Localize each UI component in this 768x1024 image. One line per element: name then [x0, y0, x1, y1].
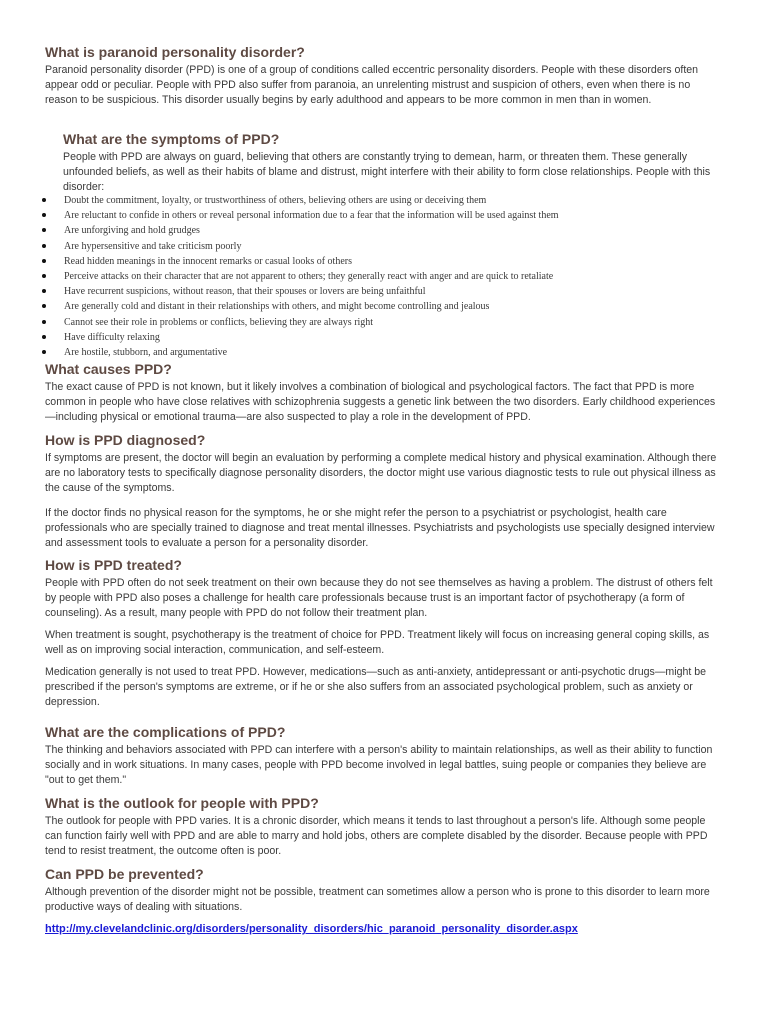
outlook-paragraph: The outlook for people with PPD varies. It is a chronic disorder, which means it tends to last throughout a person's life. Although some people can function fairly well with PPD and are able to marry and hold jobs, others are complete disabled by the disorder. Because people with PPD tend to resist treatment, the outcome often is poor. [45, 815, 708, 857]
section-diagnosed [45, 432, 725, 551]
diagnosed-paragraph-1: If symptoms are present, the doctor will begin an evaluation by performing a complete medical history and physical examination. Although there are no laboratory tests to specifically diagnose personality disorders, the doctor might use various diagnostic tests to rule out physical illness as the cause of the symptoms. [45, 452, 717, 494]
intro-paragraph: Paranoid personality disorder (PPD) is one of a group of conditions called eccentric personality disorders. People with these disorders often appear odd or peculiar. People with PPD also suffer from paranoia, an unrelenting mistrust and suspicion of others, even when there is no reason to be suspicious. This disorder usually begins by early adulthood and appears to be more common in men than in women. [45, 64, 699, 106]
treated-paragraph-1: People with PPD often do not seek treatment on their own because they do not see themselves as having a problem. The distrust of others felt by people with PPD also poses a challenge for health care professionals because trust is an important factor of psychotherapy (a form of counseling). As a result, many people with PPD do not follow their treatment plan. [45, 577, 713, 619]
heading-what-is-ppd: What is paranoid personality disorder? [45, 44, 305, 60]
list-item: Are hypersensitive and take criticism poorly [40, 239, 740, 254]
list-item: Cannot see their role in problems or conflicts, believing they are always right [40, 315, 740, 330]
list-item: Doubt the commitment, loyalty, or trustworthiness of others, believing others are using or deceiving them [40, 193, 740, 208]
heading-causes: What causes PPD? [45, 361, 172, 377]
section-intro [45, 44, 725, 108]
list-item: Have recurrent suspicions, without reason, that their spouses or lovers are being unfaithful [40, 284, 740, 299]
complications-paragraph: The thinking and behaviors associated with PPD can interfere with a person's ability to maintain relationships, as well as their ability to function socially and in work situations. In many cases, people with PPD become involved in legal battles, suing people or companies they believe are "out to get them." [45, 744, 713, 786]
heading-prevented: Can PPD be prevented? [45, 866, 204, 882]
section-treated [45, 557, 725, 710]
prevented-paragraph: Although prevention of the disorder might not be possible, treatment can sometimes allow a person who is prone to this disorder to learn more productive ways of dealing with situations. [45, 886, 710, 913]
heading-treated: How is PPD treated? [45, 557, 182, 573]
section-prevented [45, 866, 725, 915]
heading-diagnosed: How is PPD diagnosed? [45, 432, 206, 448]
treated-paragraph-3: Medication generally is not used to treat PPD. However, medications—such as anti-anxiety, antidepressant or anti-psychotic drugs—might be prescribed if the person's symptoms are extreme, or if he or she also suffers from an associated psychological problem, such as anxiety or depression. [45, 666, 707, 708]
list-item: Are unforgiving and hold grudges [40, 223, 740, 238]
source-link[interactable]: http://my.clevelandclinic.org/disorders/personality_disorders/hic_paranoid_personality_disorder.aspx [45, 923, 578, 935]
list-item: Have difficulty relaxing [40, 330, 740, 345]
section-symptoms [63, 131, 725, 195]
symptoms-list [40, 193, 740, 360]
section-complications [45, 724, 725, 788]
treated-paragraph-2: When treatment is sought, psychotherapy is the treatment of choice for PPD. Treatment likely will focus on increasing general coping skills, as well as on improving social interaction, communication, and self-esteem. [45, 629, 710, 656]
list-item: Read hidden meanings in the innocent remarks or casual looks of others [40, 254, 740, 269]
section-causes [45, 361, 725, 425]
list-item: Perceive attacks on their character that are not apparent to others; they generally react with anger and are quick to retaliate [40, 269, 740, 284]
list-item: Are generally cold and distant in their relationships with others, and might become controlling and jealous [40, 299, 740, 314]
causes-paragraph: The exact cause of PPD is not known, but it likely involves a combination of biological and psychological factors. The fact that PPD is more common in people who have close relatives with schizophrenia suggests a genetic link between the two disorders. Early childhood experiences—including physical or emotional trauma—are also suspected to play a role in the development of PPD. [45, 381, 716, 423]
section-outlook [45, 795, 725, 859]
list-item: Are reluctant to confide in others or reveal personal information due to a fear that the information will be used against them [40, 208, 740, 223]
heading-symptoms: What are the symptoms of PPD? [63, 131, 280, 147]
symptoms-paragraph: People with PPD are always on guard, believing that others are constantly trying to demean, harm, or threaten them. These generally unfounded beliefs, as well as their habits of blame and distrust, might interfere with their ability to form close relationships. People with this disorder: [63, 151, 711, 193]
list-item: Are hostile, stubborn, and argumentative [40, 345, 740, 360]
heading-complications: What are the complications of PPD? [45, 724, 286, 740]
heading-outlook: What is the outlook for people with PPD? [45, 795, 319, 811]
diagnosed-paragraph-2: If the doctor finds no physical reason for the symptoms, he or she might refer the person to a psychiatrist or psychologist, health care professionals who are specially trained to diagnose and treat mental illnesses. Psychiatrists and psychologists use specially designed interview and assessment tools to evaluate a person for a personality disorder. [45, 507, 715, 549]
